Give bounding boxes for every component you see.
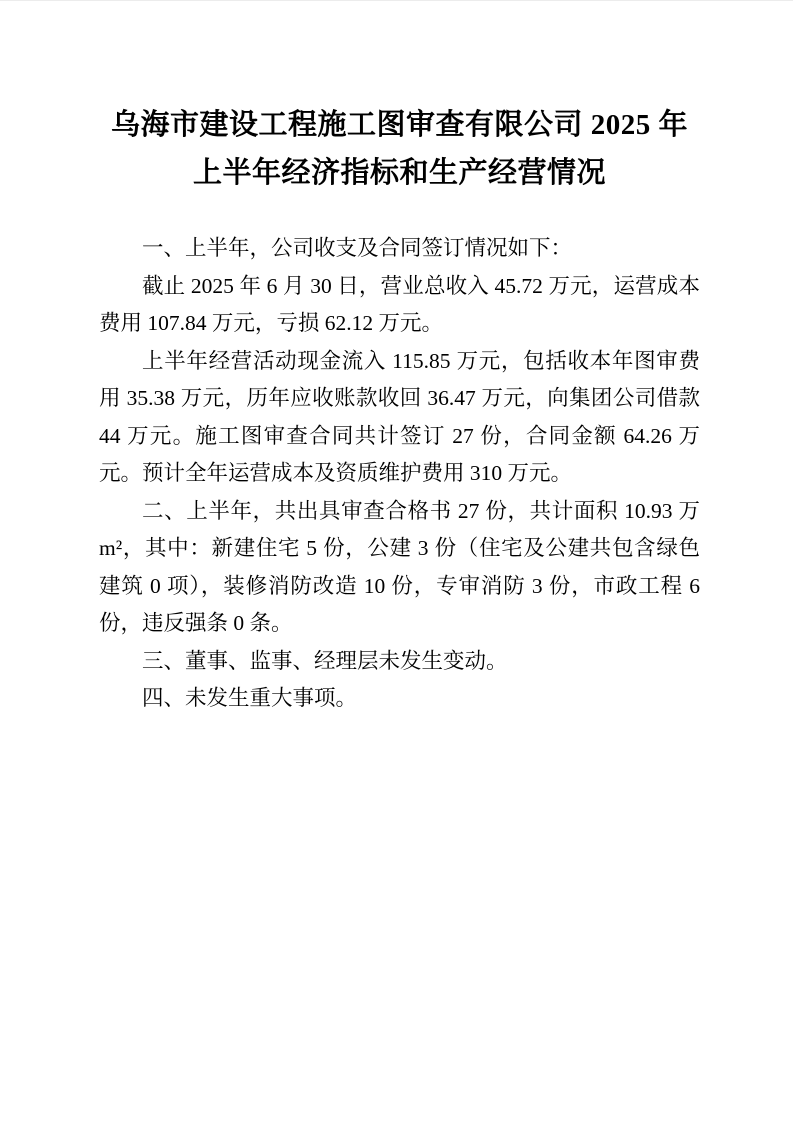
paragraph-section-1-heading: 一、上半年，公司收支及合同签订情况如下： xyxy=(142,236,573,260)
title-line-2: 上半年经济指标和生产经营情况 xyxy=(192,157,606,189)
title-line-1: 乌海市建设工程施工图审查有限公司 2025 年 xyxy=(110,109,688,141)
paragraph-section-3-management: 三、董事、监事、经理层未发生变动。 xyxy=(142,648,508,673)
paragraph-section-2-review-certificates: 二、上半年，共出具审查合格书 27 份，共计面积 10.93 万m²，其中：新建住宅 5 份，公建 3 份（住宅及公建共包含绿色建筑 0 项），装修消防改造 10 份，专审消防 3 份，市政工程 6 份，违反强条 0 条。 xyxy=(99,498,700,635)
paragraph-cash-flow-and-contracts: 上半年经营活动现金流入 115.85 万元，包括收本年图审费用 35.38 万元，历年应收账款收回 36.47 万元，向集团公司借款 44 万元。施工图审查合同共计签订 27 份，合同金额 64.26 万元。预计全年运营成本及资质维护费用 310 万元。 xyxy=(99,348,700,485)
document-body xyxy=(99,230,700,718)
document-content xyxy=(99,1,700,718)
paragraph-revenue-summary: 截止 2025 年 6 月 30 日，营业总收入 45.72 万元，运营成本费用 107.84 万元，亏损 62.12 万元。 xyxy=(99,273,700,335)
document-title xyxy=(99,101,700,197)
paragraph-section-4-major-events: 四、未发生重大事项。 xyxy=(142,686,358,710)
